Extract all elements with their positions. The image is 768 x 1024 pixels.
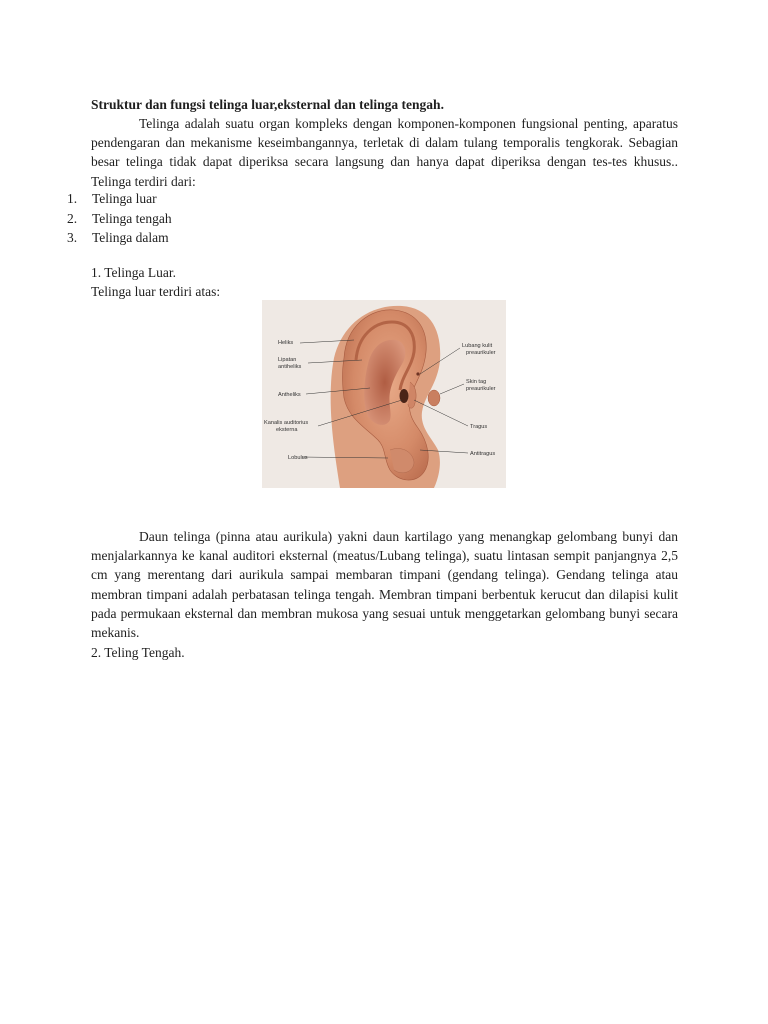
section-heading-middle-ear: 2. Teling Tengah. xyxy=(91,645,185,660)
label-lubang-kulit: Lubang kulit xyxy=(462,343,493,349)
section-heading-outer-ear: 1. Telinga Luar. xyxy=(91,265,177,280)
section-subtitle: Telinga luar terdiri atas: xyxy=(91,284,221,299)
ear-canal-shape xyxy=(400,389,409,403)
list-text: Telinga luar xyxy=(92,191,157,206)
label-lipatan: Lipatan xyxy=(278,357,297,363)
list-number: 1. xyxy=(67,191,78,206)
list-number: 3. xyxy=(67,230,78,245)
document-title: Struktur dan fungsi telinga luar,eksternal dan telinga tengah. xyxy=(91,97,444,112)
intro-paragraph xyxy=(91,114,678,191)
label-antiheliks: antiheliks xyxy=(278,364,302,370)
ear-parts-list xyxy=(67,189,172,248)
preauricular-pit-shape xyxy=(416,372,419,375)
ear-anatomy-figure xyxy=(262,300,506,488)
list-item xyxy=(67,189,172,209)
list-item xyxy=(67,228,172,248)
label-lobulus: Lobulus xyxy=(288,455,308,461)
list-number: 2. xyxy=(67,210,78,226)
label-antheliks: Antheliks xyxy=(278,392,301,398)
pinna-paragraph xyxy=(91,527,678,642)
label-skin-tag: Skin tag xyxy=(466,379,487,385)
label-tragus: Tragus xyxy=(470,424,488,430)
label-kanalis-auditorius: Kanalis auditorius xyxy=(264,420,309,426)
label-eksterna: eksterna xyxy=(276,427,298,433)
list-text: Telinga dalam xyxy=(92,230,169,245)
label-antitragus: Antitragus xyxy=(470,451,496,457)
pinna-text: Daun telinga (pinna atau aurikula) yakni daun kartilago yang menangkap gelombang bunyi dan menjalarkannya ke kanal auditori eksternal (meatus/Lubang telinga), suatu lintasan sempit panjangnya 2,5 cm yang merentang dari aurikula sampai membaran timpani (gendang telinga). Gendang telinga atau membran timpani adalah perbatasan telinga tengah. Membran timpani berbentuk kerucut dan dilapisi kulit pada permukaan eksternal dan membran mukosa yang sesuai untuk menggetarkan gelombang bunyi secara mekanis. xyxy=(91,529,678,641)
label-heliks: Heliks xyxy=(278,340,294,346)
label-skin-tag-preaurikuler: preaurikuler xyxy=(466,386,496,392)
list-text: Telinga tengah xyxy=(92,210,172,226)
label-preaurikuler: preaurikuler xyxy=(466,350,496,356)
ear-illustration xyxy=(262,300,506,488)
list-item xyxy=(67,209,172,229)
skin-tag-shape xyxy=(428,390,440,406)
intro-text: Telinga adalah suatu organ kompleks dengan komponen-komponen fungsional penting, aparatus pendengaran dan mekanisme keseimbangannya, terletak di dalam tulang temporalis tengkorak. Sebagian besar telinga tidak dapat diperiksa secara langsung dan hanya dapat diperiksa dengan tes-tes khusus.. Telinga terdiri dari: xyxy=(91,116,678,189)
